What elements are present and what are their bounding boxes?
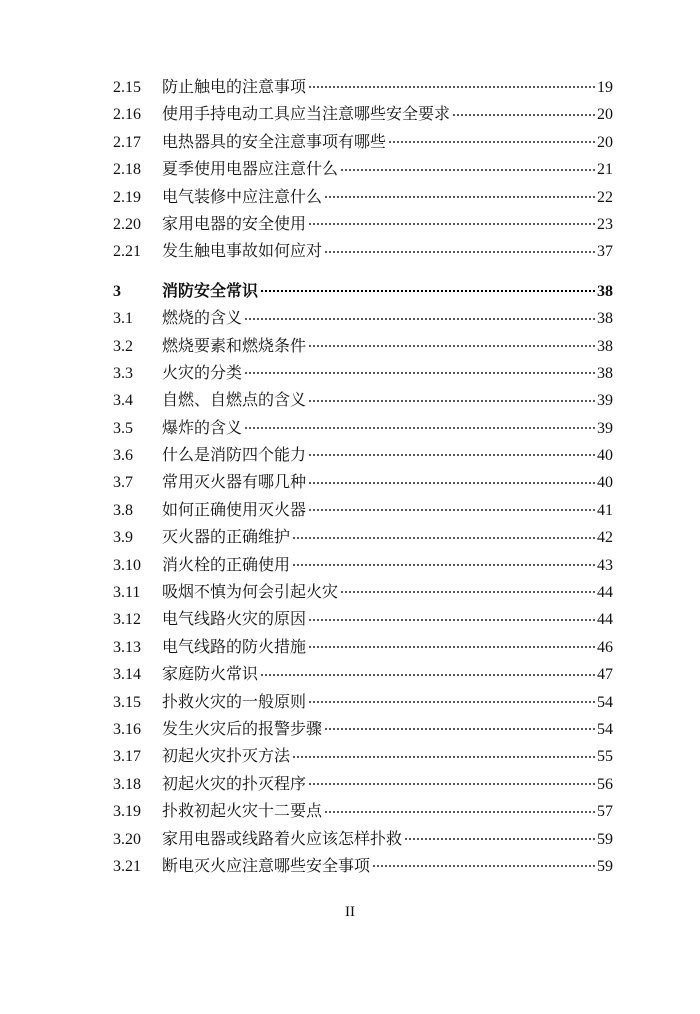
toc-entry-title: 使用手持电动工具应当注意哪些安全要求 — [162, 104, 451, 124]
toc-entry-number: 3.4 — [113, 392, 133, 410]
toc-entry-page: 54 — [597, 720, 613, 738]
toc-entry-number: 3.13 — [113, 638, 141, 656]
toc-entry-number: 3.8 — [113, 501, 133, 519]
toc-entry[interactable] — [113, 128, 613, 155]
toc-entry[interactable] — [113, 386, 613, 413]
toc-entry[interactable] — [113, 852, 613, 879]
toc-entry-number: 3.10 — [113, 556, 141, 574]
dot-leader — [308, 400, 595, 402]
toc-entry[interactable] — [113, 578, 613, 605]
toc-entry[interactable] — [113, 770, 613, 797]
toc-entry-title: 燃烧的含义 — [162, 308, 243, 328]
toc-entry-page: 57 — [597, 803, 613, 821]
table-of-contents — [113, 73, 613, 879]
dot-leader — [324, 728, 595, 730]
toc-entry[interactable] — [113, 688, 613, 715]
toc-entry-page: 40 — [597, 447, 613, 465]
toc-entry[interactable] — [113, 304, 613, 331]
dot-leader — [308, 619, 595, 621]
toc-entry-number: 3.12 — [113, 611, 141, 629]
toc-entry-number: 2.15 — [113, 79, 141, 96]
dot-leader — [340, 591, 595, 593]
toc-entry-page: 56 — [597, 775, 613, 793]
toc-entry-title: 自燃、自燃点的含义 — [162, 390, 307, 410]
toc-entry-title: 什么是消防四个能力 — [162, 445, 307, 465]
dot-leader — [308, 345, 595, 347]
dot-leader — [260, 674, 595, 676]
toc-entry-page: 38 — [597, 337, 613, 355]
toc-entry-page: 37 — [597, 243, 613, 261]
toc-entry-number: 3.5 — [113, 419, 133, 437]
toc-entry[interactable] — [113, 237, 613, 264]
toc-entry[interactable] — [113, 359, 613, 386]
toc-entry[interactable] — [113, 414, 613, 441]
dot-leader — [308, 454, 595, 456]
toc-chapter-number: 3 — [113, 282, 121, 300]
toc-entry-number: 2.16 — [113, 106, 141, 124]
toc-entry-title: 扑救初起火灾十二要点 — [162, 801, 323, 821]
dot-leader — [324, 196, 595, 198]
toc-entry-title: 家庭防火常识 — [162, 664, 259, 684]
dot-leader — [340, 169, 595, 171]
dot-leader — [292, 564, 595, 566]
dot-leader — [324, 251, 595, 253]
toc-entry-number: 3.18 — [113, 775, 141, 793]
toc-entry[interactable] — [113, 468, 613, 495]
toc-entry-title: 夏季使用电器应注意什么 — [162, 159, 339, 179]
toc-entry-title: 吸烟不慎为何会引起火灾 — [162, 582, 339, 602]
toc-entry-title: 灭火器的正确维护 — [162, 527, 291, 547]
toc-entry-title: 常用灭火器有哪几种 — [162, 472, 307, 492]
dot-leader — [308, 482, 595, 484]
dot-leader — [292, 756, 595, 758]
toc-entry-page: 42 — [597, 529, 613, 547]
toc-entry-title: 火灾的分类 — [162, 362, 243, 382]
toc-entry-page: 44 — [597, 611, 613, 629]
toc-entry-number: 2.19 — [113, 188, 141, 206]
toc-entry[interactable] — [113, 825, 613, 852]
page-number: II — [345, 904, 355, 920]
toc-entry-number: 2.21 — [113, 243, 141, 261]
toc-entry-number: 3.3 — [113, 364, 133, 382]
toc-entry-number: 2.20 — [113, 215, 141, 233]
dot-leader — [244, 427, 595, 429]
dot-leader — [308, 701, 595, 703]
toc-chapter-title: 消防安全常识 — [162, 280, 259, 300]
dot-leader — [308, 223, 595, 225]
toc-entry[interactable] — [113, 496, 613, 523]
dot-leader — [244, 372, 595, 374]
toc-entry-number: 3.9 — [113, 529, 133, 547]
toc-entry[interactable] — [113, 660, 613, 687]
toc-entry-page: 38 — [597, 310, 613, 328]
dot-leader — [308, 509, 595, 511]
toc-entry-page: 59 — [597, 830, 613, 848]
toc-entry[interactable] — [113, 210, 613, 237]
toc-entry-title: 电气线路的防火措施 — [162, 636, 307, 656]
dot-leader — [404, 838, 595, 840]
toc-entry-page: 46 — [597, 638, 613, 656]
toc-entry-page: 41 — [597, 501, 613, 519]
dot-leader — [324, 811, 595, 813]
toc-chapter-page: 38 — [597, 282, 613, 300]
toc-entry-title: 家用电器的安全使用 — [162, 213, 307, 233]
toc-entry[interactable] — [113, 183, 613, 210]
toc-entry-title: 初起火灾扑灭方法 — [162, 746, 291, 766]
toc-entry-page: 40 — [597, 474, 613, 492]
dot-leader — [308, 783, 595, 785]
toc-entry-number: 2.18 — [113, 161, 141, 179]
toc-entry-page: 22 — [597, 188, 613, 206]
toc-entry-number: 3.19 — [113, 803, 141, 821]
toc-entry-number: 3.15 — [113, 693, 141, 711]
toc-entry-title: 发生火灾后的报警步骤 — [162, 718, 323, 738]
toc-entry-title: 扑救火灾的一般原则 — [162, 691, 307, 711]
toc-entry-page: 54 — [597, 693, 613, 711]
toc-entry-title: 初起火灾的扑灭程序 — [162, 773, 307, 793]
toc-entry[interactable] — [113, 633, 613, 660]
toc-entry-page: 38 — [597, 364, 613, 382]
toc-entry-page: 19 — [597, 79, 613, 96]
dot-leader — [308, 86, 595, 88]
toc-entry-title: 电气线路火灾的原因 — [162, 609, 307, 629]
toc-entry-title: 消火栓的正确使用 — [162, 554, 291, 574]
toc-entry-page: 59 — [597, 857, 613, 875]
toc-entry[interactable] — [113, 100, 613, 127]
dot-leader — [388, 141, 595, 143]
toc-entry-page: 43 — [597, 556, 613, 574]
toc-entry-page: 20 — [597, 133, 613, 151]
toc-entry-number: 3.21 — [113, 857, 141, 875]
toc-entry[interactable] — [113, 73, 613, 100]
toc-entry[interactable] — [113, 523, 613, 550]
toc-entry-page: 20 — [597, 106, 613, 124]
toc-entry-title: 电气装修中应注意什么 — [162, 186, 323, 206]
toc-entry-title: 家用电器或线路着火应该怎样扑救 — [162, 828, 403, 848]
toc-entry-number: 3.20 — [113, 830, 141, 848]
toc-entry-page: 47 — [597, 666, 613, 684]
toc-entry-number: 3.14 — [113, 666, 141, 684]
toc-entry[interactable] — [113, 155, 613, 182]
dot-leader — [292, 537, 595, 539]
toc-entry-page: 39 — [597, 419, 613, 437]
toc-entry-page: 21 — [597, 161, 613, 179]
dot-leader — [372, 865, 595, 867]
dot-leader — [244, 318, 595, 320]
toc-entry-number: 3.1 — [113, 310, 133, 328]
toc-entry-number: 3.11 — [113, 584, 141, 602]
toc-entry[interactable] — [113, 441, 613, 468]
toc-entry-page: 39 — [597, 392, 613, 410]
toc-entry-title: 如何正确使用灭火器 — [162, 499, 307, 519]
toc-entry-title: 断电灭火应注意哪些安全事项 — [162, 855, 371, 875]
toc-entry[interactable] — [113, 742, 613, 769]
toc-entry-title: 发生触电事故如何应对 — [162, 241, 323, 261]
toc-entry[interactable] — [113, 605, 613, 632]
toc-entry-number: 3.17 — [113, 748, 141, 766]
dot-leader — [260, 290, 595, 292]
toc-entry-title: 电热器具的安全注意事项有哪些 — [162, 131, 387, 151]
toc-entry-number: 2.17 — [113, 133, 141, 151]
toc-entry-page: 23 — [597, 215, 613, 233]
toc-entry-title: 燃烧要素和燃烧条件 — [162, 335, 307, 355]
toc-entry-number: 3.7 — [113, 474, 133, 492]
toc-entry-title: 防止触电的注意事项 — [162, 77, 307, 96]
toc-entry[interactable] — [113, 332, 613, 359]
toc-entry-number: 3.2 — [113, 337, 133, 355]
toc-entry[interactable] — [113, 715, 613, 742]
toc-entry-page: 44 — [597, 584, 613, 602]
toc-entry-page: 55 — [597, 748, 613, 766]
toc-chapter-entry[interactable] — [113, 277, 613, 304]
toc-entry-number: 3.6 — [113, 447, 133, 465]
toc-entry-title: 爆炸的含义 — [162, 417, 243, 437]
dot-leader — [452, 114, 595, 116]
toc-entry-number: 3.16 — [113, 720, 141, 738]
toc-entry[interactable] — [113, 797, 613, 824]
dot-leader — [308, 646, 595, 648]
toc-entry[interactable] — [113, 551, 613, 578]
